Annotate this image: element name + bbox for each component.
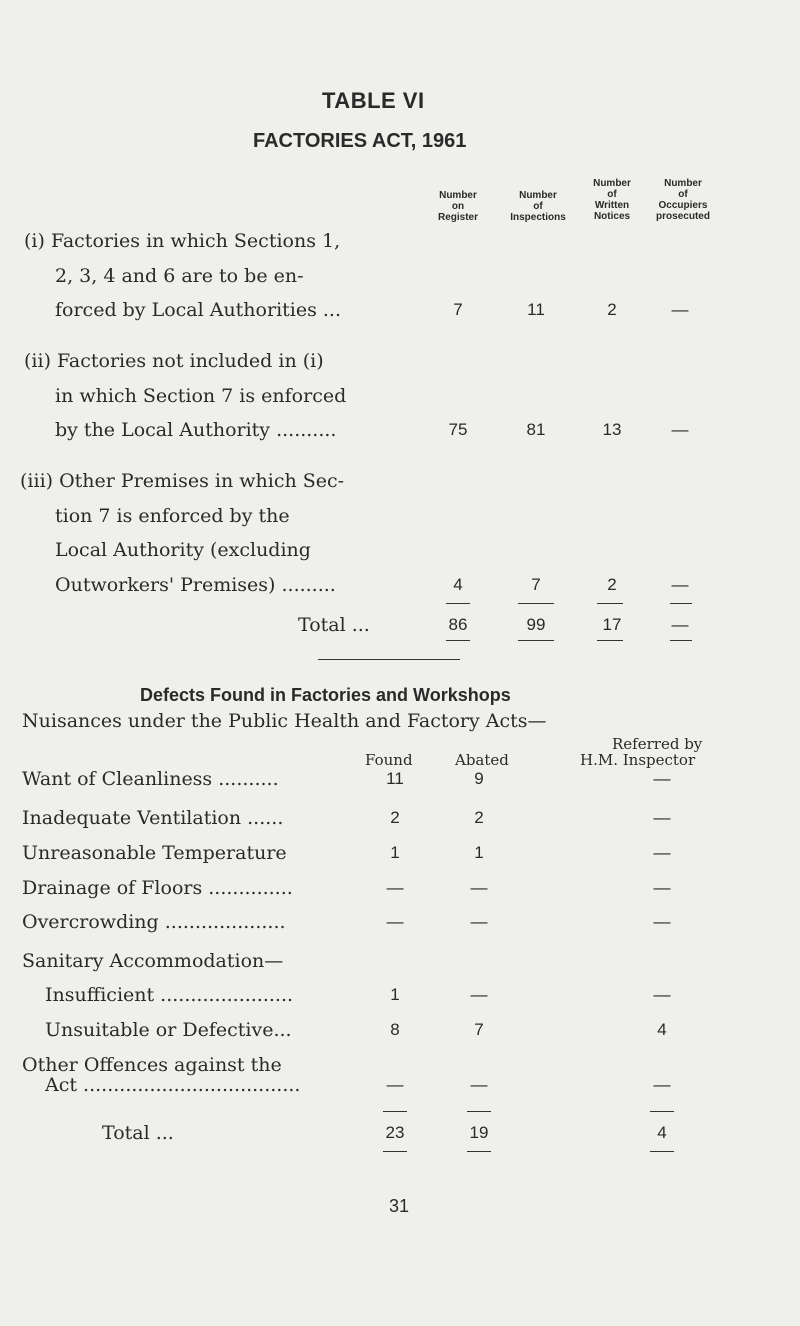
total-rule-top bbox=[670, 603, 692, 604]
defects-total-abated: 19 bbox=[469, 1123, 489, 1142]
total-rule-bottom bbox=[650, 1151, 674, 1152]
defect-referred: 4 bbox=[657, 1020, 667, 1039]
defect-label: Insufficient ...................... bbox=[45, 984, 294, 1006]
row-i-line-3: forced by Local Authorities ... bbox=[55, 299, 342, 321]
defect-abated: — bbox=[470, 985, 488, 1004]
defect-found: 1 bbox=[390, 843, 400, 862]
total-rule-top bbox=[597, 603, 623, 604]
cell-notices: 2 bbox=[607, 575, 617, 594]
defects-total-referred: 4 bbox=[657, 1123, 667, 1142]
total-prosecuted: — bbox=[671, 615, 689, 634]
defect-found: — bbox=[386, 912, 404, 931]
total-register: 86 bbox=[448, 615, 468, 634]
row-iii-line-1: (iii) Other Premises in which Sec- bbox=[20, 470, 345, 492]
defect-label: Act .................................... bbox=[45, 1074, 301, 1096]
cell-register: 75 bbox=[448, 420, 468, 439]
defect-label: Unsuitable or Defective... bbox=[45, 1019, 292, 1041]
section-divider bbox=[318, 659, 460, 660]
col-header-abated: Abated bbox=[455, 751, 509, 769]
defect-group-label: Sanitary Accommodation— bbox=[22, 950, 284, 972]
defect-label: Inadequate Ventilation ...... bbox=[22, 807, 284, 829]
defect-referred: — bbox=[653, 878, 671, 897]
defect-label: Other Offences against the bbox=[22, 1054, 282, 1076]
total-label: Total ... bbox=[298, 614, 370, 636]
total-notices: 17 bbox=[602, 615, 622, 634]
cell-prosecuted: — bbox=[671, 575, 689, 594]
cell-prosecuted: — bbox=[671, 420, 689, 439]
total-inspections: 99 bbox=[526, 615, 546, 634]
total-rule-bottom bbox=[670, 640, 692, 641]
total-rule-bottom bbox=[446, 640, 470, 641]
col-header-referred: Referred by bbox=[612, 735, 703, 753]
total-rule-bottom bbox=[383, 1151, 407, 1152]
cell-inspections: 11 bbox=[527, 300, 545, 319]
defect-referred: — bbox=[653, 808, 671, 827]
total-rule-top bbox=[518, 603, 554, 604]
row-i-line-1: (i) Factories in which Sections 1, bbox=[24, 230, 341, 252]
defect-abated: 7 bbox=[474, 1020, 484, 1039]
row-ii-line-2: in which Section 7 is enforced bbox=[55, 385, 347, 407]
col-header-prosecuted: Number of Occupiers prosecuted bbox=[656, 178, 710, 222]
defect-abated: — bbox=[470, 878, 488, 897]
row-i-line-2: 2, 3, 4 and 6 are to be en- bbox=[55, 265, 304, 287]
row-iii-line-3: Local Authority (excluding bbox=[55, 539, 311, 561]
defect-referred: — bbox=[653, 912, 671, 931]
cell-register: 7 bbox=[453, 300, 463, 319]
defect-found: — bbox=[386, 1075, 404, 1094]
total-rule-top bbox=[383, 1111, 407, 1112]
defect-referred: — bbox=[653, 769, 671, 788]
defect-found: 8 bbox=[390, 1020, 400, 1039]
defects-heading: Defects Found in Factories and Workshops bbox=[140, 685, 511, 705]
row-iii-line-4: Outworkers' Premises) ......... bbox=[55, 574, 336, 596]
defect-referred: — bbox=[653, 843, 671, 862]
page-number: 31 bbox=[389, 1196, 410, 1216]
col-header-register: Number on Register bbox=[437, 190, 478, 223]
cell-inspections: 81 bbox=[526, 420, 546, 439]
row-ii-line-3: by the Local Authority .......... bbox=[55, 419, 337, 441]
defect-abated: 1 bbox=[474, 843, 484, 862]
col-header-hm-inspector: H.M. Inspector bbox=[580, 751, 696, 769]
defect-abated: 2 bbox=[474, 808, 484, 827]
defect-referred: — bbox=[653, 985, 671, 1004]
total-rule-top bbox=[446, 603, 470, 604]
cell-notices: 13 bbox=[602, 420, 622, 439]
row-iii-line-2: tion 7 is enforced by the bbox=[55, 505, 290, 527]
defect-found: 1 bbox=[390, 985, 400, 1004]
defect-abated: — bbox=[470, 912, 488, 931]
total-rule-bottom bbox=[518, 640, 554, 641]
cell-inspections: 7 bbox=[531, 575, 541, 594]
col-header-notices: Number of Written Notices bbox=[593, 178, 631, 222]
col-header-inspections: Number of Inspections bbox=[510, 190, 566, 223]
total-rule-top bbox=[467, 1111, 491, 1112]
total-rule-bottom bbox=[597, 640, 623, 641]
defect-label: Want of Cleanliness .......... bbox=[22, 768, 279, 790]
defect-found: 2 bbox=[390, 808, 400, 827]
total-rule-top bbox=[650, 1111, 674, 1112]
row-ii-line-1: (ii) Factories not included in (i) bbox=[24, 350, 324, 372]
table-label: TABLE VI bbox=[322, 88, 425, 113]
defects-subheading: Nuisances under the Public Health and Factory Acts— bbox=[22, 710, 547, 732]
defect-label: Drainage of Floors .............. bbox=[22, 877, 293, 899]
defect-referred: — bbox=[653, 1075, 671, 1094]
defect-label: Overcrowding .................... bbox=[22, 911, 286, 933]
defect-found: — bbox=[386, 878, 404, 897]
defect-label: Unreasonable Temperature bbox=[22, 842, 287, 864]
cell-prosecuted: — bbox=[671, 300, 689, 319]
act-title: FACTORIES ACT, 1961 bbox=[253, 130, 467, 152]
cell-notices: 2 bbox=[607, 300, 617, 319]
col-header-found: Found bbox=[365, 751, 413, 769]
total-rule-bottom bbox=[467, 1151, 491, 1152]
cell-register: 4 bbox=[453, 575, 463, 594]
defect-abated: — bbox=[470, 1075, 488, 1094]
defects-total-label: Total ... bbox=[102, 1122, 174, 1144]
defect-abated: 9 bbox=[474, 769, 484, 788]
defects-total-found: 23 bbox=[385, 1123, 405, 1142]
defect-found: 11 bbox=[386, 769, 404, 788]
